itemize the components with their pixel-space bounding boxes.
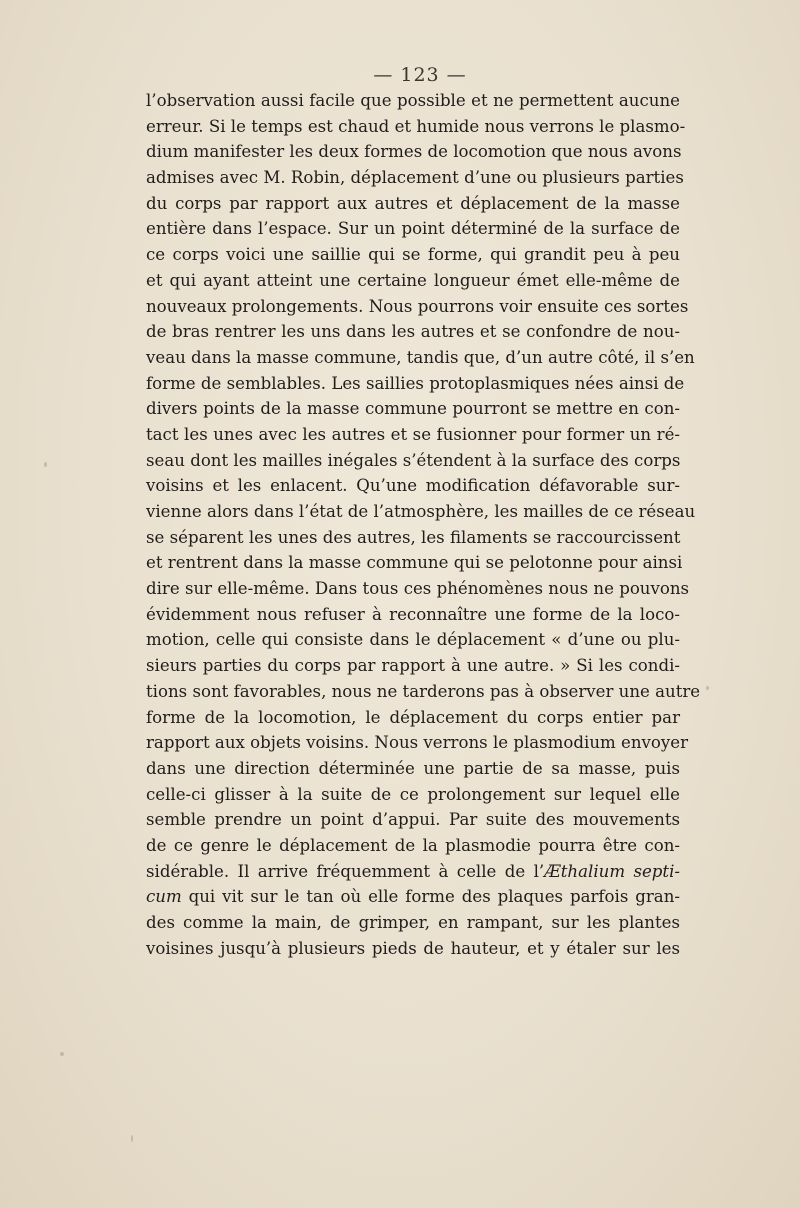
text-line: tact les unes avec les autres et se fusionner pour former un ré-: [146, 424, 680, 444]
text-line: et qui ayant atteint une certaine longueur émet elle-même de: [146, 270, 680, 290]
page-number: — 123 —: [373, 64, 467, 86]
text-line-with-italic: [146, 884, 680, 910]
paper-spot: [131, 1135, 133, 1142]
text-line: seau dont les mailles inégales s’étendent à la surface des corps: [146, 450, 681, 470]
text-line: évidemment nous refuser à reconnaître une forme de la loco-: [146, 604, 680, 624]
text-line: celle-ci glisser à la suite de ce prolongement sur lequel elle: [146, 784, 680, 804]
text-line: forme de la locomotion, le déplacement du corps entier par: [146, 707, 680, 727]
text-segment: sidérable. Il arrive fréquemment à celle de l’: [146, 861, 545, 881]
text-line: nouveaux prolongements. Nous pourrons voir ensuite ces sortes: [146, 296, 689, 316]
text-line: sieurs parties du corps par rapport à une autre. » Si les condi-: [146, 656, 680, 676]
paper-spot: [44, 462, 47, 467]
text-line: l’observation aussi facile que possible et ne permettent aucune: [146, 91, 680, 110]
text-line: divers points de la masse commune pourront se mettre en con-: [146, 399, 680, 419]
paper-spot: [706, 686, 709, 690]
text-line: entière dans l’espace. Sur un point déterminé de la surface de: [146, 219, 680, 239]
text-line: se séparent les unes des autres, les filaments se raccourcissent: [146, 527, 681, 547]
text-line: dans une direction déterminée une partie de sa masse, puis: [146, 758, 680, 778]
text-line: dium manifester les deux formes de locomotion que nous avons: [146, 142, 682, 162]
text-line: veau dans la masse commune, tandis que, d’un autre côté, il s’en: [146, 347, 695, 367]
text-line: erreur. Si le temps est chaud et humide nous verrons le plasmo-: [146, 116, 686, 136]
text-line: ce corps voici une saillie qui se forme, qui grandit peu à peu: [146, 245, 680, 265]
text-segment: qui vit sur le tan où elle forme des plaques parfois gran-: [181, 887, 680, 907]
italic-species-name: Æthalium septi-: [544, 861, 680, 881]
text-line: du corps par rapport aux autres et déplacement de la masse: [146, 193, 680, 213]
paper-spot: [60, 1052, 64, 1056]
text-line: rapport aux objets voisins. Nous verrons le plasmodium envoyer: [146, 733, 689, 753]
text-line: de bras rentrer les uns dans les autres et se confondre de nou-: [146, 322, 680, 342]
text-line: dire sur elle-même. Dans tous ces phénomènes nous ne pouvons: [146, 579, 690, 599]
text-line: semble prendre un point d’appui. Par suite des mouvements: [146, 810, 680, 830]
text-line: vienne alors dans l’état de l’atmosphère, les mailles de ce réseau: [146, 502, 696, 521]
text-line: des comme la main, de grimper, en rampant, sur les plantes: [146, 913, 680, 932]
text-line-with-italic: [146, 859, 680, 885]
text-line: tions sont favorables, nous ne tarderons pas à observer une autre: [146, 681, 701, 701]
text-line: de ce genre le déplacement de la plasmodie pourra être con-: [146, 835, 680, 855]
text-line: et rentrent dans la masse commune qui se pelotonne pour ainsi: [146, 553, 683, 573]
text-line: forme de semblables. Les saillies protoplasmiques nées ainsi de: [146, 373, 685, 393]
body-text: [146, 88, 701, 961]
text-line: voisins et les enlacent. Qu’une modification défavorable sur-: [146, 476, 680, 496]
text-line: voisines jusqu’à plusieurs pieds de hauteur, et y étaler sur les: [146, 938, 680, 958]
text-line: motion, celle qui consiste dans le déplacement « d’une ou plu-: [146, 630, 680, 650]
italic-species-name: cum: [146, 887, 182, 907]
text-line: admises avec M. Robin, déplacement d’une ou plusieurs parties: [146, 168, 684, 188]
